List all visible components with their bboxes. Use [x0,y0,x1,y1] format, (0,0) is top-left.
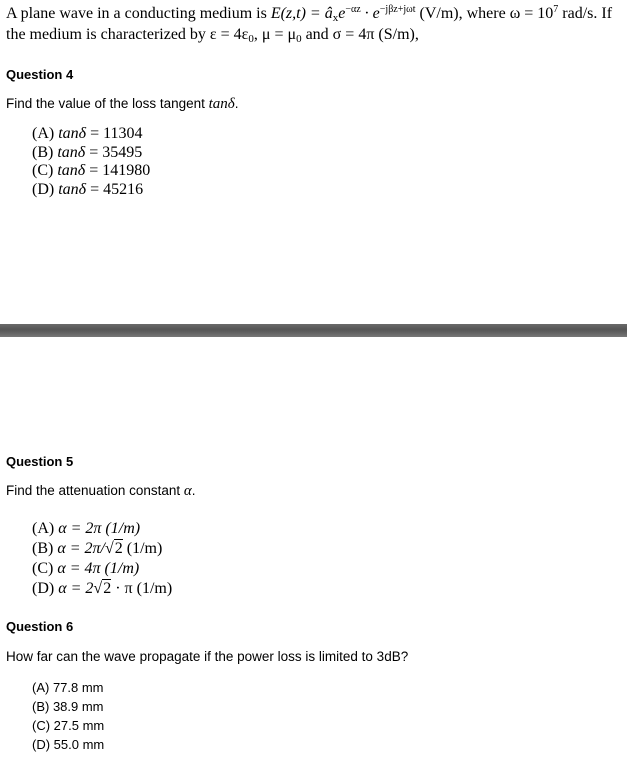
question-5-prompt [6,483,196,500]
question-5-options [32,519,172,599]
exp-attenuation: −αz [345,4,361,15]
prompt-text: Find the attenuation constant [6,483,184,498]
option-a: (A) 77.8 mm [32,680,104,695]
option-b [32,144,150,163]
field-expression: E(z,t) = â [270,5,333,22]
option-letter: (B) [32,143,58,161]
option-c: (C) 27.5 mm [32,718,105,733]
problem-statement [6,3,612,45]
intro-text: A plane wave in a conducting medium is [6,5,271,22]
page-divider [0,324,627,337]
option-expr: α = 2√ [58,580,103,597]
option-d: (D) 55.0 mm [32,737,105,752]
mu-subscript: 0 [296,33,302,45]
option-c [32,162,150,181]
prompt-end: . [234,96,239,111]
option-expr: tanδ [58,125,87,142]
problem-line-1 [6,3,612,24]
units-omega: (V/m), where ω = 10 [415,5,554,22]
option-c [32,559,172,579]
radicand: 2 [103,580,112,597]
field-subscript: x [332,12,339,24]
option-expr: α = 4π (1/m) [57,560,140,577]
intro-suffix: rad/s. If [558,5,613,22]
option-value: = 141980 [85,162,151,179]
option-value: = 35495 [85,143,143,161]
exp-phase: −jβz+jωt [379,4,416,15]
option-b [32,539,172,559]
option-letter: (C) [32,560,58,577]
option-d [32,579,172,599]
option-a [32,519,172,539]
option-units: · π (1/m) [111,580,173,597]
prompt-symbol: α [183,483,192,499]
option-expr: α = 2π/√ [57,540,114,557]
question-4-heading: Question 4 [6,67,74,82]
option-letter: (B) [32,540,58,557]
radicand: 2 [114,540,123,557]
omega-exponent: 7 [553,4,559,15]
option-a [32,125,150,144]
prompt-text: Find the value of the loss tangent [6,96,209,111]
option-letter: (A) [32,125,59,142]
conductivity-text: and σ = 4π (S/m), [301,26,419,43]
prompt-end: . [191,483,196,498]
option-expr: tanδ [57,143,86,161]
question-6-heading: Question 6 [6,619,74,634]
permittivity-text: the medium is characterized by ε = 4ε [6,26,249,43]
question-4-prompt [6,96,239,113]
permeability-text: , μ = μ [253,26,297,43]
question-5-heading: Question 5 [6,454,74,469]
exp-base: e [338,5,346,22]
option-letter: (A) [32,520,59,537]
option-expr: α = 2π (1/m) [58,520,141,537]
option-b: (B) 38.9 mm [32,699,104,714]
option-letter: (C) [32,162,58,179]
option-value: = 45216 [86,180,144,198]
question-6-options [32,678,104,754]
option-letter: (D) [32,180,59,198]
exp-base-2: · e [360,5,380,22]
option-letter: (D) [32,580,59,597]
option-expr: tanδ [57,162,86,179]
question-4-options [32,125,150,199]
option-value: = 11304 [86,125,143,142]
eps-subscript: 0 [248,33,254,45]
problem-line-2 [6,24,612,45]
question-6-prompt: How far can the wave propagate if the power loss is limited to 3dB? [6,649,409,664]
option-d [32,181,150,200]
option-units: (1/m) [122,540,163,557]
option-expr: tanδ [58,180,87,198]
prompt-symbol: tanδ [208,96,235,112]
